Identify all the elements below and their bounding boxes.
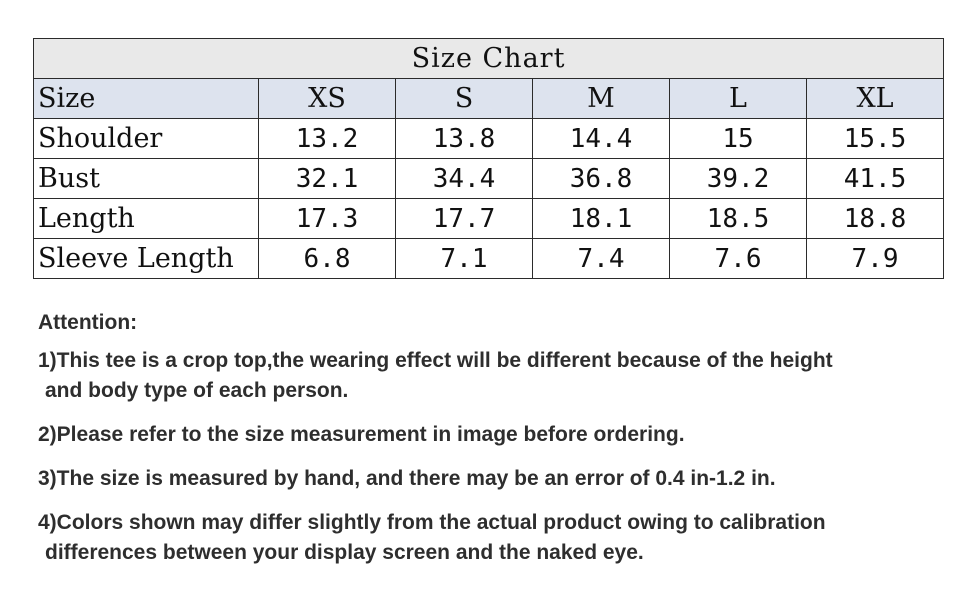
table-cell: 7.9 — [807, 239, 944, 279]
table-cell: 7.4 — [533, 239, 670, 279]
size-chart-table — [33, 38, 944, 279]
table-row — [34, 119, 944, 159]
table-cell: 13.2 — [259, 119, 396, 159]
table-row — [34, 159, 944, 199]
note-text: 2)Please refer to the size measurement in image before ordering. — [38, 423, 685, 446]
size-chart — [33, 38, 943, 279]
note-text-continued: differences between your display screen and the naked eye. — [45, 541, 644, 564]
table-row — [34, 199, 944, 239]
note-item — [38, 508, 938, 568]
attention-heading: Attention: — [38, 311, 138, 334]
table-cell: 41.5 — [807, 159, 944, 199]
table-cell: 6.8 — [259, 239, 396, 279]
table-cell: 7.1 — [396, 239, 533, 279]
row-label-length: Length — [34, 199, 259, 239]
table-cell: 39.2 — [670, 159, 807, 199]
table-cell: 15.5 — [807, 119, 944, 159]
note-item — [38, 346, 938, 406]
note-item — [38, 464, 938, 494]
table-title: Size Chart — [34, 39, 944, 79]
table-cell: 32.1 — [259, 159, 396, 199]
table-cell: 14.4 — [533, 119, 670, 159]
table-cell: 13.8 — [396, 119, 533, 159]
size-header-m: M — [533, 79, 670, 119]
size-header-xs: XS — [259, 79, 396, 119]
table-row — [34, 239, 944, 279]
table-title-row — [34, 39, 944, 79]
size-header-s: S — [396, 79, 533, 119]
note-item — [38, 420, 938, 450]
table-cell: 18.8 — [807, 199, 944, 239]
size-header-label: Size — [34, 79, 259, 119]
table-cell: 18.1 — [533, 199, 670, 239]
note-text: 3)The size is measured by hand, and there may be an error of 0.4 in-1.2 in. — [38, 467, 776, 490]
table-cell: 18.5 — [670, 199, 807, 239]
note-text-continued: and body type of each person. — [45, 379, 349, 402]
table-cell: 17.3 — [259, 199, 396, 239]
table-cell: 34.4 — [396, 159, 533, 199]
size-header-xl: XL — [807, 79, 944, 119]
attention-notes — [38, 308, 938, 582]
table-cell: 36.8 — [533, 159, 670, 199]
row-label-sleeve-length: Sleeve Length — [34, 239, 259, 279]
table-cell: 15 — [670, 119, 807, 159]
row-label-shoulder: Shoulder — [34, 119, 259, 159]
note-text: 1)This tee is a crop top,the wearing effect will be different because of the height — [38, 349, 833, 372]
size-header-l: L — [670, 79, 807, 119]
table-cell: 7.6 — [670, 239, 807, 279]
note-text: 4)Colors shown may differ slightly from the actual product owing to calibration — [38, 511, 826, 534]
table-cell: 17.7 — [396, 199, 533, 239]
table-header-row — [34, 79, 944, 119]
row-label-bust: Bust — [34, 159, 259, 199]
